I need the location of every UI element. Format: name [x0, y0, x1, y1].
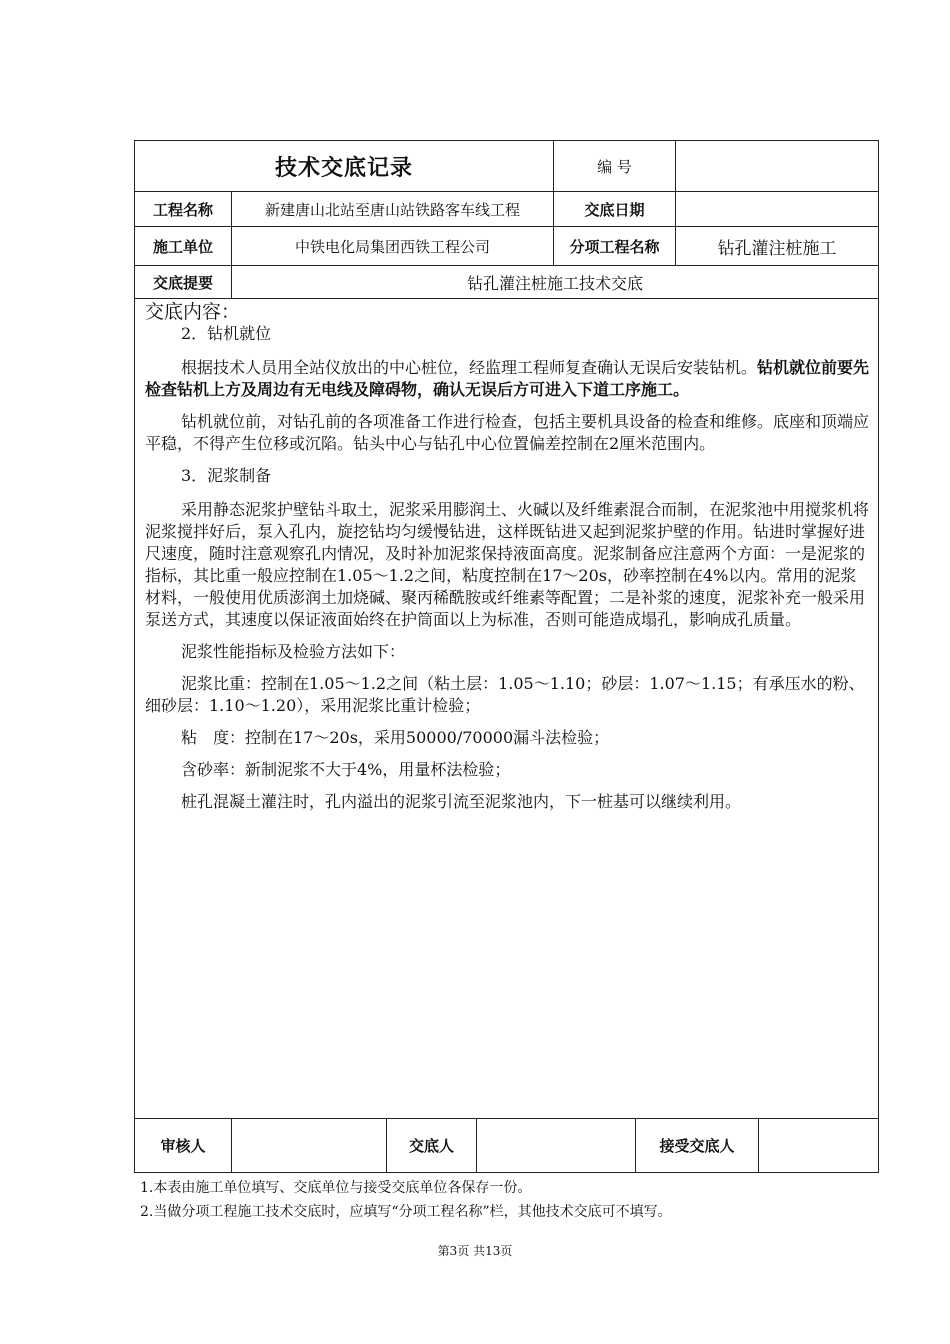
reviewer-field[interactable]: [231, 1119, 386, 1172]
subproject-label: 分项工程名称: [553, 227, 675, 265]
content-heading: 交底内容：: [145, 301, 241, 323]
section-3-paragraph-6: 桩孔混凝土灌注时，孔内溢出的泥浆引流至泥浆池内，下一桩基可以继续利用。: [181, 792, 742, 811]
section-3-paragraph-3: 泥浆比重：控制在1.05～1.2之间（粘土层：1.05～1.10；砂层：1.07～1.15；有承压水的粉、细砂层：1.10～1.20），采用泥浆比重计检验；: [145, 674, 865, 715]
disclosure-record-table: [134, 140, 879, 1173]
summary-label: 交底提要: [152, 273, 213, 292]
reviewer-label: 审核人: [160, 1137, 206, 1155]
unit-row: [135, 227, 878, 266]
summary-row: [135, 266, 878, 299]
signature-row: [135, 1119, 878, 1172]
note-1: 1.本表由施工单位填写、交底单位与接受交底单位各保存一份。: [140, 1180, 532, 1196]
date-label: 交底日期: [553, 192, 675, 226]
notes: [140, 1176, 672, 1224]
number-label: 编 号: [553, 141, 675, 191]
section-2-paragraph-2: 钻机就位前，对钻孔前的各项准备工作进行检查，包括主要机具设备的检查和维修。底座和顶端应平稳，不得产生位移或沉陷。钻头中心与钻孔中心位置偏差控制在2厘米范围内。: [145, 412, 870, 453]
receiver-field[interactable]: [758, 1119, 878, 1172]
disclosure-content: [135, 299, 878, 1119]
unit-label: 施工单位: [152, 237, 213, 256]
section-3-paragraph-1: 采用静态泥浆护壁钻斗取土，泥浆采用膨润土、火碱以及纤维素混合而制，在泥浆池中用搅浆机将泥浆搅拌好后，泵入孔内，旋挖钻均匀缓慢钻进，这样既钻进又起到泥浆护壁的作用。钻进时掌握好进尺速度，随时注意观察孔内情况，及时补加泥浆保持液面高度。泥浆制备应注意两个方面：一是泥浆的指标，其比重一般应控制在1.05～1.2之间，粘度控制在17～20s，砂率控制在4%以内。常用的泥浆材料，一般使用优质澎润土加烧碱、聚丙稀酰胺或纤维素等配置；二是补浆的速度，泥浆补充一般采用泵送方式，其速度以保证液面始终在护筒面以上为标准，否则可能造成塌孔，影响成孔质量。: [145, 500, 870, 629]
section-2-paragraph-1-text: 根据技术人员用全站仪放出的中心桩位，经监理工程师复查确认无误后安装钻机。: [181, 358, 758, 377]
section-3-paragraph-2: 泥浆性能指标及检验方法如下：: [181, 642, 406, 661]
project-row: [135, 192, 878, 227]
section-3-paragraph-5: 含砂率：新制泥浆不大于4%，用量杯法检验；: [181, 760, 511, 779]
receiver-label: 接受交底人: [635, 1119, 758, 1172]
project-name-label: 工程名称: [152, 200, 213, 219]
note-2: 2.当做分项工程施工技术交底时，应填写“分项工程名称”栏，其他技术交底可不填写。: [140, 1204, 672, 1220]
section-3-title: 3．泥浆制备: [181, 466, 272, 485]
summary-value: 钻孔灌注桩施工技术交底: [231, 266, 878, 298]
title-row: [135, 141, 878, 192]
project-name-value: 新建唐山北站至唐山站铁路客车线工程: [231, 192, 553, 226]
discloser-field[interactable]: [476, 1119, 635, 1172]
section-2-title: 2．钻机就位: [181, 324, 272, 343]
discloser-label: 交底人: [386, 1119, 476, 1172]
section-2-paragraph-1-bold: 钻机就位前要先检查钻机上方及周边有无电线及障碍物，确认无误后方可进入下道工序施工。: [145, 358, 870, 399]
section-2-paragraph-1: [145, 357, 870, 401]
unit-value: 中铁电化局集团西铁工程公司: [231, 227, 553, 265]
date-field[interactable]: [675, 192, 878, 226]
subproject-value: 钻孔灌注桩施工: [675, 227, 878, 265]
number-field[interactable]: [675, 141, 878, 191]
section-3-paragraph-4: 粘 度：控制在17～20s，采用50000/70000漏斗法检验；: [181, 728, 610, 747]
page-number: 第3页 共13页: [437, 1244, 513, 1258]
page-title: 技术交底记录: [274, 155, 413, 181]
